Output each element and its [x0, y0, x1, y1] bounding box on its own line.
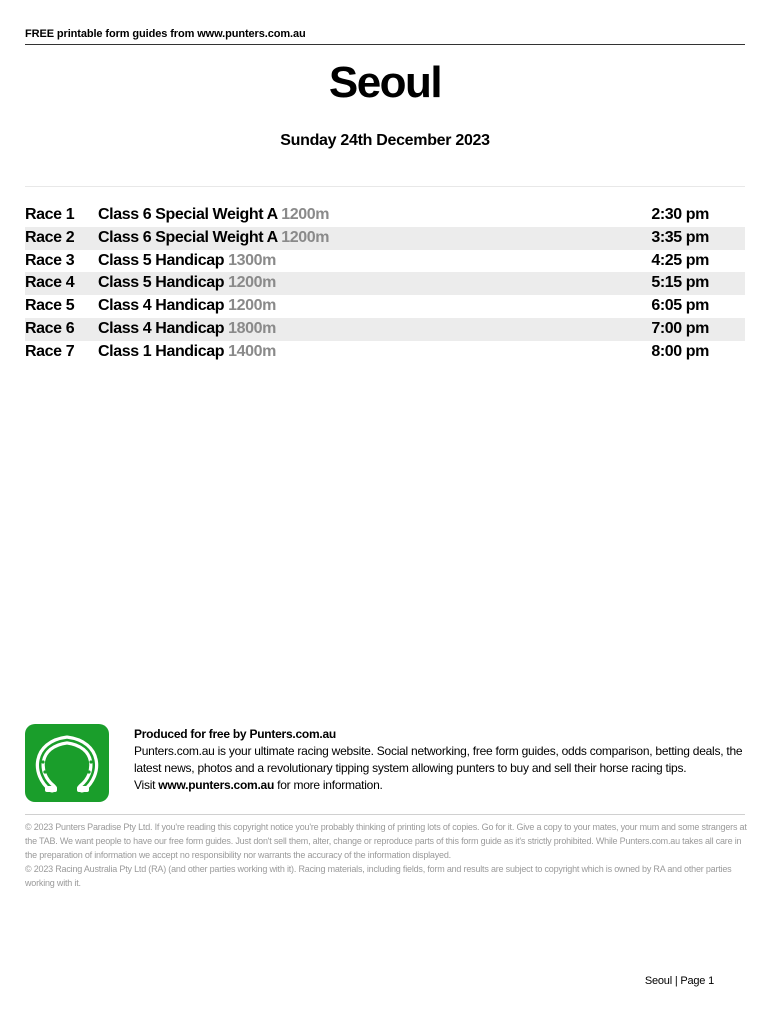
- race-class: Class 1 Handicap: [98, 342, 225, 360]
- race-description: [98, 204, 329, 227]
- race-class: Class 4 Handicap: [98, 319, 225, 337]
- race-description: [98, 227, 329, 250]
- race-distance: 1200m: [281, 206, 330, 223]
- race-number: Race 5: [25, 297, 75, 314]
- race-row: [25, 318, 745, 341]
- race-distance: 1800m: [228, 319, 276, 337]
- page-footer: Seoul | Page 1: [644, 975, 714, 987]
- copyright-racing-australia: © 2023 Racing Australia Pty Ltd (RA) (and other parties working with it). Racing materials, including fields, form and results are subject to copyright which is owned by RA and other parties working with it.: [25, 864, 732, 888]
- horseshoe-icon: [25, 724, 109, 802]
- promo-visit: [134, 777, 746, 794]
- race-description: [98, 272, 276, 295]
- race-time: 5:15 pm: [651, 274, 709, 292]
- race-list: [25, 204, 745, 363]
- divider: [25, 814, 745, 815]
- race-distance: 1200m: [228, 274, 276, 292]
- promo-body: Punters.com.au is your ultimate racing website. Social networking, free form guides, odds comparison, betting deals, the latest news, photos and a revolutionary tipping system allowing punters to buy and sell their horse racing tips.: [134, 744, 743, 775]
- race-row: [25, 250, 745, 273]
- visit-prefix: Visit: [134, 778, 159, 792]
- race-class: Class 5 Handicap: [98, 274, 225, 292]
- race-time: 4:25 pm: [651, 251, 709, 269]
- race-time: 2:30 pm: [651, 206, 709, 223]
- race-row: [25, 204, 745, 227]
- race-number: Race 7: [25, 342, 75, 360]
- race-number: Race 4: [25, 274, 75, 292]
- punters-link[interactable]: www.punters.com.au: [158, 778, 275, 792]
- race-description: [98, 341, 276, 364]
- race-number: Race 1: [25, 206, 75, 223]
- copyright-punters: © 2023 Punters Paradise Pty Ltd. If you're reading this copyright notice you're probably thinking of printing lots of copies. Go for it. Give a copy to your mates, your mum and some strangers at the TAB. We want people to have our free form guides. Just don't sell them, alter, change or reproduce parts of this form guide as it's strictly prohibited. While Punters.com.au takes all care in the preparation of information we accept no responsibility nor warrants the accuracy of the information displayed.: [25, 822, 747, 860]
- divider: [25, 186, 745, 187]
- race-description: [98, 250, 276, 273]
- race-time: 7:00 pm: [651, 319, 709, 337]
- race-number: Race 6: [25, 319, 75, 337]
- race-distance: 1300m: [228, 251, 276, 269]
- promo-title: Produced for free by Punters.com.au: [134, 727, 336, 741]
- top-note: FREE printable form guides from www.punters.com.au: [25, 28, 745, 45]
- race-class: Class 6 Special Weight A: [98, 206, 278, 223]
- race-class: Class 6 Special Weight A: [98, 228, 278, 246]
- punters-logo: [25, 724, 109, 802]
- race-time: 8:00 pm: [651, 342, 709, 360]
- race-class: Class 4 Handicap: [98, 297, 225, 314]
- promo-block: [134, 726, 746, 794]
- legal-notice: [25, 820, 747, 890]
- race-number: Race 3: [25, 251, 75, 269]
- race-class: Class 5 Handicap: [98, 251, 225, 269]
- race-distance: 1200m: [281, 228, 330, 246]
- race-distance: 1200m: [228, 297, 276, 314]
- race-description: [98, 318, 276, 341]
- race-row: [25, 227, 745, 250]
- race-row: [25, 341, 745, 364]
- visit-suffix: for more information.: [274, 778, 383, 792]
- race-distance: 1400m: [228, 342, 276, 360]
- race-time: 6:05 pm: [651, 297, 709, 314]
- race-time: 3:35 pm: [651, 228, 709, 246]
- race-row: [25, 272, 745, 295]
- race-row: [25, 295, 745, 318]
- race-description: [98, 295, 276, 318]
- race-date: Sunday 24th December 2023: [280, 132, 490, 149]
- race-number: Race 2: [25, 228, 75, 246]
- venue-title: Seoul: [328, 58, 442, 107]
